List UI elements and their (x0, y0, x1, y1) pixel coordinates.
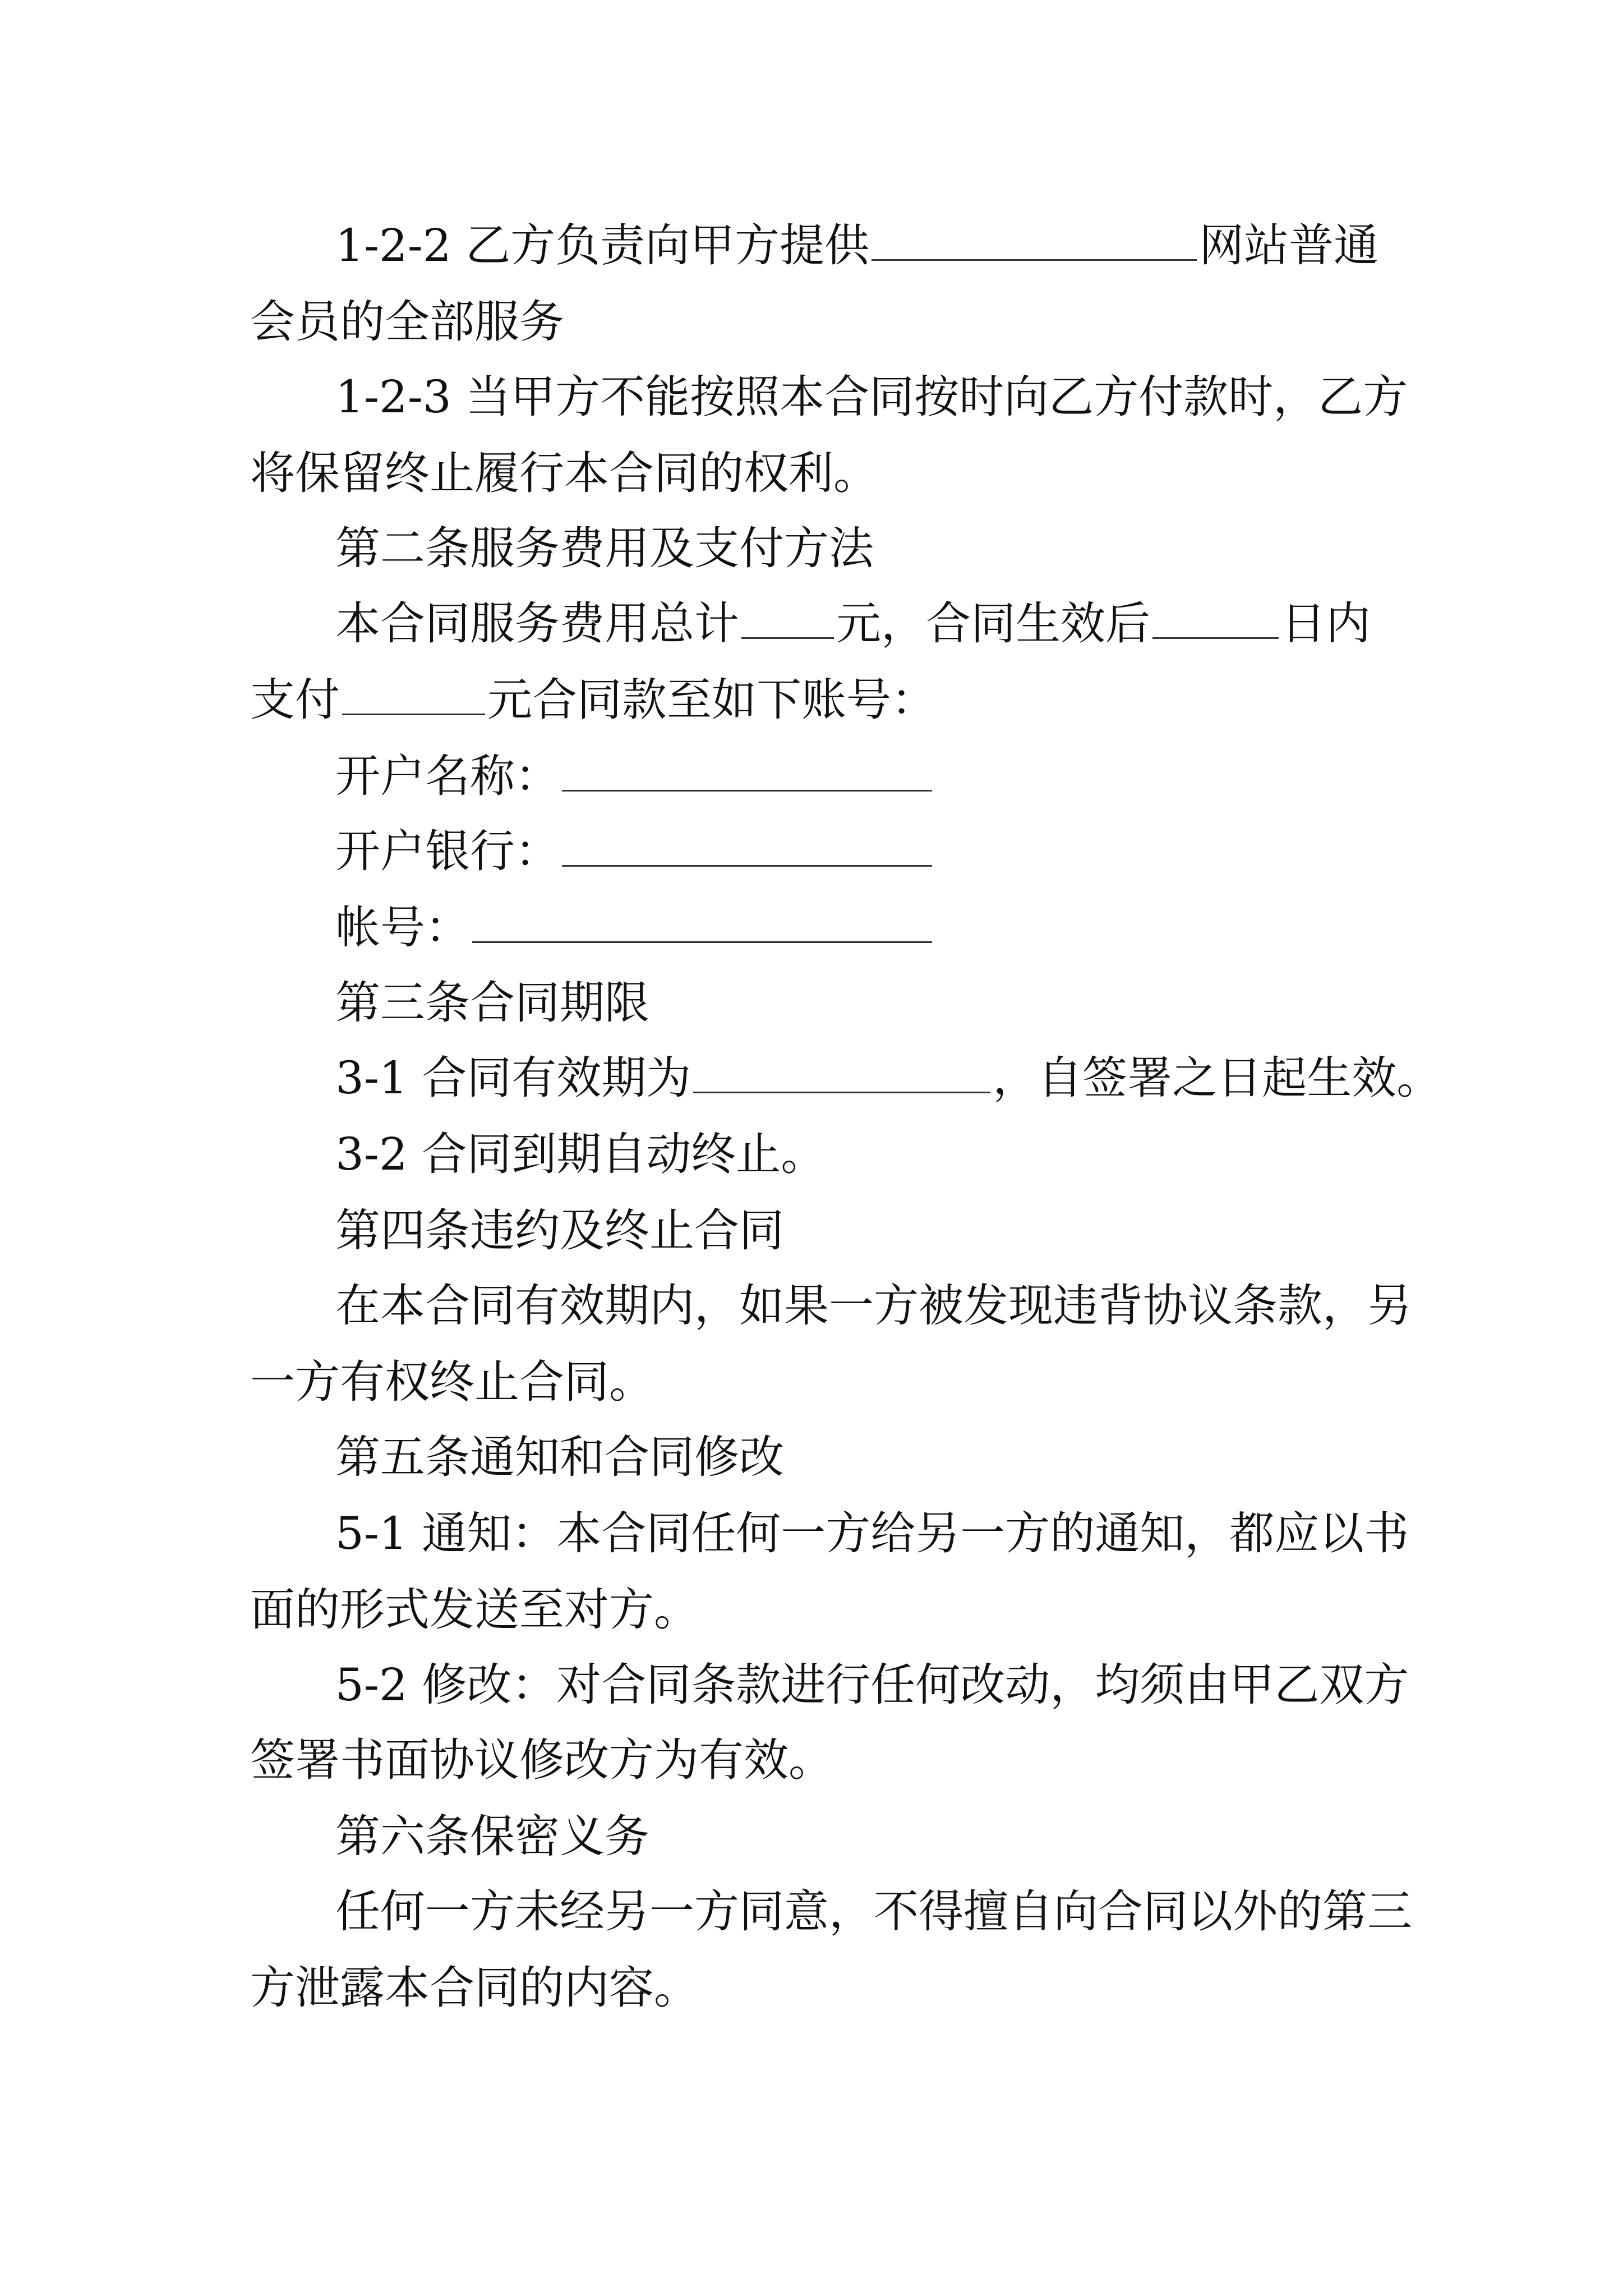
fee-total-blank (741, 598, 834, 639)
validity-period-blank (693, 1052, 990, 1093)
clause-3-1-end: ，自签署之日起生效。 (993, 1052, 1442, 1104)
fee-after-effective: 元，合同生效后 (836, 597, 1150, 650)
clause-3-2: 3-2 合同到期自动终止。 (335, 1128, 826, 1180)
article-6-paragraph-continued: 方泄露本合同的内容。 (250, 1962, 699, 2014)
article-3-heading: 第三条合同期限 (335, 977, 649, 1029)
fee-paragraph (335, 597, 1371, 651)
bank-name-row (335, 825, 934, 878)
article-4-paragraph-continued: 一方有权终止合同。 (250, 1356, 654, 1408)
fee-total-label: 本合同服务费用总计 (335, 597, 739, 650)
bank-name-blank (562, 826, 932, 867)
account-name-row (335, 749, 934, 803)
account-name-label: 开户名称： (335, 750, 560, 802)
article-4-paragraph: 在本合同有效期内，如果一方被发现违背协议条款，另 (335, 1280, 1412, 1332)
bank-name-label: 开户银行： (335, 825, 560, 877)
article-2-heading: 第二条服务费用及支付方法 (335, 522, 874, 574)
clause-1-2-2 (335, 219, 1378, 273)
clause-1-2-2-text: 1-2-2 乙方负责向甲方提供 (335, 219, 870, 272)
pay-amount-blank (342, 674, 485, 715)
website-name-blank (872, 220, 1197, 261)
fee-days-label: 日内 (1281, 597, 1371, 650)
article-6-heading: 第六条保密义务 (335, 1810, 649, 1862)
fee-paragraph-continued (250, 673, 936, 727)
days-blank (1152, 598, 1279, 639)
account-number-blank (472, 902, 932, 943)
clause-1-2-2-continued: 会员的全部服务 (250, 296, 564, 348)
account-name-blank (562, 751, 932, 792)
article-6-paragraph: 任何一方未经另一方同意，不得擅自向合同以外的第三 (335, 1885, 1412, 1938)
article-5-heading: 第五条通知和合同修改 (335, 1431, 784, 1483)
article-4-heading: 第四条违约及终止合同 (335, 1204, 784, 1257)
account-number-label: 帐号： (335, 901, 470, 954)
clause-3-1 (335, 1051, 1441, 1105)
clause-1-2-2-text-end: 网站普通 (1199, 219, 1379, 272)
pay-account-label: 元合同款至如下账号： (487, 674, 936, 726)
account-number-row (335, 901, 934, 955)
clause-5-1-continued: 面的形式发送至对方。 (250, 1584, 699, 1636)
clause-5-2-continued: 签署书面协议修改方为有效。 (250, 1734, 833, 1786)
clause-5-2: 5-2 修改：对合同条款进行任何改动，均须由甲乙双方 (335, 1659, 1409, 1711)
clause-3-1-label: 3-1 合同有效期为 (335, 1052, 691, 1104)
clause-5-1: 5-1 通知：本合同任何一方给另一方的通知，都应以书 (335, 1507, 1409, 1559)
pay-label: 支付 (250, 674, 340, 726)
clause-1-2-3-continued: 将保留终止履行本合同的权利。 (250, 447, 878, 499)
clause-1-2-3: 1-2-3 当甲方不能按照本合同按时向乙方付款时，乙方 (335, 371, 1408, 423)
